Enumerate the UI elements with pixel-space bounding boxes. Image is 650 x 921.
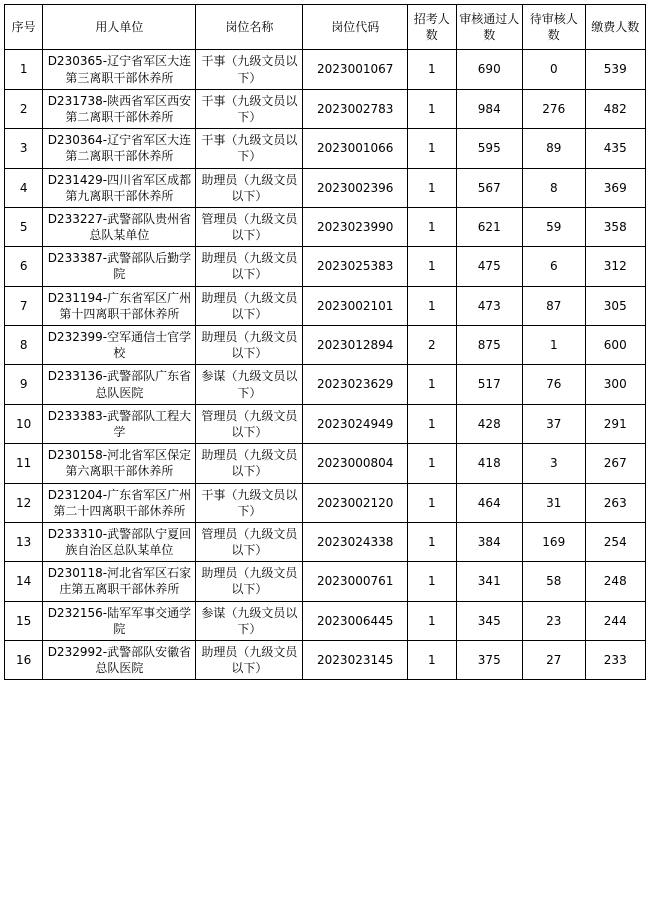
cell-passed: 875: [456, 326, 523, 365]
cell-pending: 37: [523, 404, 585, 443]
cell-paid: 248: [585, 562, 646, 601]
cell-unit: D230365-辽宁省军区大连第三离职干部休养所: [43, 50, 196, 89]
cell-post: 干事（九级文员以下）: [196, 89, 303, 128]
cell-post: 管理员（九级文员以下）: [196, 207, 303, 246]
table-row: [5, 326, 646, 365]
cell-unit: D233387-武警部队后勤学院: [43, 247, 196, 286]
cell-post: 助理员（九级文员以下）: [196, 562, 303, 601]
cell-post: 管理员（九级文员以下）: [196, 522, 303, 561]
table-row: [5, 168, 646, 207]
table-row: [5, 444, 646, 483]
cell-pending: 87: [523, 286, 585, 325]
cell-hire: 1: [408, 483, 456, 522]
cell-code: 2023000761: [303, 562, 408, 601]
cell-code: 2023002783: [303, 89, 408, 128]
cell-index: 9: [5, 365, 43, 404]
cell-pending: 3: [523, 444, 585, 483]
cell-unit: D230158-河北省军区保定第六离职干部休养所: [43, 444, 196, 483]
table-row: [5, 129, 646, 168]
cell-code: 2023012894: [303, 326, 408, 365]
cell-post: 干事（九级文员以下）: [196, 129, 303, 168]
cell-paid: 369: [585, 168, 646, 207]
cell-post: 参谋（九级文员以下）: [196, 365, 303, 404]
cell-code: 2023002101: [303, 286, 408, 325]
cell-unit: D232156-陆军军事交通学院: [43, 601, 196, 640]
cell-unit: D230364-辽宁省军区大连第二离职干部休养所: [43, 129, 196, 168]
cell-hire: 1: [408, 404, 456, 443]
cell-unit: D233136-武警部队广东省总队医院: [43, 365, 196, 404]
cell-post: 管理员（九级文员以下）: [196, 404, 303, 443]
cell-hire: 2: [408, 326, 456, 365]
cell-code: 2023002396: [303, 168, 408, 207]
cell-paid: 312: [585, 247, 646, 286]
table-row: [5, 89, 646, 128]
cell-paid: 305: [585, 286, 646, 325]
table-header-row: [5, 5, 646, 50]
cell-paid: 300: [585, 365, 646, 404]
cell-unit: D233227-武警部队贵州省总队某单位: [43, 207, 196, 246]
cell-hire: 1: [408, 129, 456, 168]
cell-index: 2: [5, 89, 43, 128]
cell-code: 2023002120: [303, 483, 408, 522]
cell-index: 11: [5, 444, 43, 483]
cell-passed: 690: [456, 50, 523, 89]
cell-code: 2023001067: [303, 50, 408, 89]
column-header-index: 序号: [5, 5, 43, 50]
cell-post: 干事（九级文员以下）: [196, 50, 303, 89]
cell-pending: 23: [523, 601, 585, 640]
table-row: [5, 286, 646, 325]
table-row: [5, 641, 646, 680]
cell-passed: 595: [456, 129, 523, 168]
cell-hire: 1: [408, 286, 456, 325]
cell-index: 13: [5, 522, 43, 561]
table-header: [5, 5, 646, 50]
cell-code: 2023023145: [303, 641, 408, 680]
cell-passed: 517: [456, 365, 523, 404]
cell-paid: 358: [585, 207, 646, 246]
cell-index: 14: [5, 562, 43, 601]
cell-passed: 428: [456, 404, 523, 443]
cell-post: 助理员（九级文员以下）: [196, 444, 303, 483]
cell-unit: D233310-武警部队宁夏回族自治区总队某单位: [43, 522, 196, 561]
cell-passed: 375: [456, 641, 523, 680]
cell-pending: 89: [523, 129, 585, 168]
cell-hire: 1: [408, 522, 456, 561]
cell-index: 16: [5, 641, 43, 680]
cell-pending: 6: [523, 247, 585, 286]
cell-paid: 482: [585, 89, 646, 128]
cell-index: 7: [5, 286, 43, 325]
table-row: [5, 207, 646, 246]
cell-unit: D231194-广东省军区广州第十四离职干部休养所: [43, 286, 196, 325]
cell-index: 6: [5, 247, 43, 286]
table-row: [5, 601, 646, 640]
cell-code: 2023025383: [303, 247, 408, 286]
cell-unit: D233383-武警部队工程大学: [43, 404, 196, 443]
table-row: [5, 247, 646, 286]
cell-post: 助理员（九级文员以下）: [196, 641, 303, 680]
cell-hire: 1: [408, 365, 456, 404]
cell-passed: 345: [456, 601, 523, 640]
column-header-code: 岗位代码: [303, 5, 408, 50]
cell-code: 2023024338: [303, 522, 408, 561]
cell-pending: 0: [523, 50, 585, 89]
table-row: [5, 404, 646, 443]
cell-pending: 76: [523, 365, 585, 404]
cell-passed: 384: [456, 522, 523, 561]
cell-pending: 169: [523, 522, 585, 561]
cell-hire: 1: [408, 641, 456, 680]
cell-paid: 291: [585, 404, 646, 443]
cell-index: 8: [5, 326, 43, 365]
cell-unit: D232399-空军通信士官学校: [43, 326, 196, 365]
column-header-post: 岗位名称: [196, 5, 303, 50]
cell-paid: 233: [585, 641, 646, 680]
cell-pending: 58: [523, 562, 585, 601]
cell-passed: 341: [456, 562, 523, 601]
cell-post: 参谋（九级文员以下）: [196, 601, 303, 640]
table-row: [5, 50, 646, 89]
table-body: [5, 50, 646, 680]
table-row: [5, 365, 646, 404]
column-header-hire: 招考人数: [408, 5, 456, 50]
column-header-unit: 用人单位: [43, 5, 196, 50]
cell-code: 2023023990: [303, 207, 408, 246]
cell-index: 10: [5, 404, 43, 443]
cell-passed: 418: [456, 444, 523, 483]
cell-hire: 1: [408, 168, 456, 207]
table-row: [5, 562, 646, 601]
cell-pending: 31: [523, 483, 585, 522]
cell-post: 干事（九级文员以下）: [196, 483, 303, 522]
cell-pending: 8: [523, 168, 585, 207]
cell-pending: 27: [523, 641, 585, 680]
cell-hire: 1: [408, 444, 456, 483]
cell-unit: D231204-广东省军区广州第二十四离职干部休养所: [43, 483, 196, 522]
column-header-pending: 待审核人数: [523, 5, 585, 50]
cell-pending: 1: [523, 326, 585, 365]
cell-passed: 984: [456, 89, 523, 128]
cell-paid: 244: [585, 601, 646, 640]
cell-hire: 1: [408, 50, 456, 89]
cell-hire: 1: [408, 247, 456, 286]
recruitment-table: [4, 4, 646, 680]
cell-code: 2023024949: [303, 404, 408, 443]
cell-index: 5: [5, 207, 43, 246]
cell-hire: 1: [408, 89, 456, 128]
cell-index: 12: [5, 483, 43, 522]
cell-index: 1: [5, 50, 43, 89]
cell-paid: 435: [585, 129, 646, 168]
cell-paid: 263: [585, 483, 646, 522]
cell-paid: 600: [585, 326, 646, 365]
cell-unit: D230118-河北省军区石家庄第五离职干部休养所: [43, 562, 196, 601]
cell-pending: 59: [523, 207, 585, 246]
cell-paid: 267: [585, 444, 646, 483]
cell-hire: 1: [408, 207, 456, 246]
cell-unit: D231429-四川省军区成都第九离职干部休养所: [43, 168, 196, 207]
table-row: [5, 483, 646, 522]
cell-passed: 567: [456, 168, 523, 207]
cell-code: 2023006445: [303, 601, 408, 640]
cell-hire: 1: [408, 601, 456, 640]
cell-hire: 1: [408, 562, 456, 601]
cell-passed: 473: [456, 286, 523, 325]
cell-post: 助理员（九级文员以下）: [196, 286, 303, 325]
column-header-paid: 缴费人数: [585, 5, 646, 50]
cell-code: 2023023629: [303, 365, 408, 404]
cell-post: 助理员（九级文员以下）: [196, 247, 303, 286]
cell-code: 2023001066: [303, 129, 408, 168]
cell-passed: 475: [456, 247, 523, 286]
cell-code: 2023000804: [303, 444, 408, 483]
cell-pending: 276: [523, 89, 585, 128]
cell-unit: D231738-陕西省军区西安第二离职干部休养所: [43, 89, 196, 128]
cell-post: 助理员（九级文员以下）: [196, 326, 303, 365]
cell-index: 4: [5, 168, 43, 207]
table-row: [5, 522, 646, 561]
column-header-passed: 审核通过人数: [456, 5, 523, 50]
cell-index: 15: [5, 601, 43, 640]
cell-paid: 539: [585, 50, 646, 89]
cell-passed: 621: [456, 207, 523, 246]
cell-unit: D232992-武警部队安徽省总队医院: [43, 641, 196, 680]
cell-passed: 464: [456, 483, 523, 522]
cell-post: 助理员（九级文员以下）: [196, 168, 303, 207]
cell-paid: 254: [585, 522, 646, 561]
cell-index: 3: [5, 129, 43, 168]
